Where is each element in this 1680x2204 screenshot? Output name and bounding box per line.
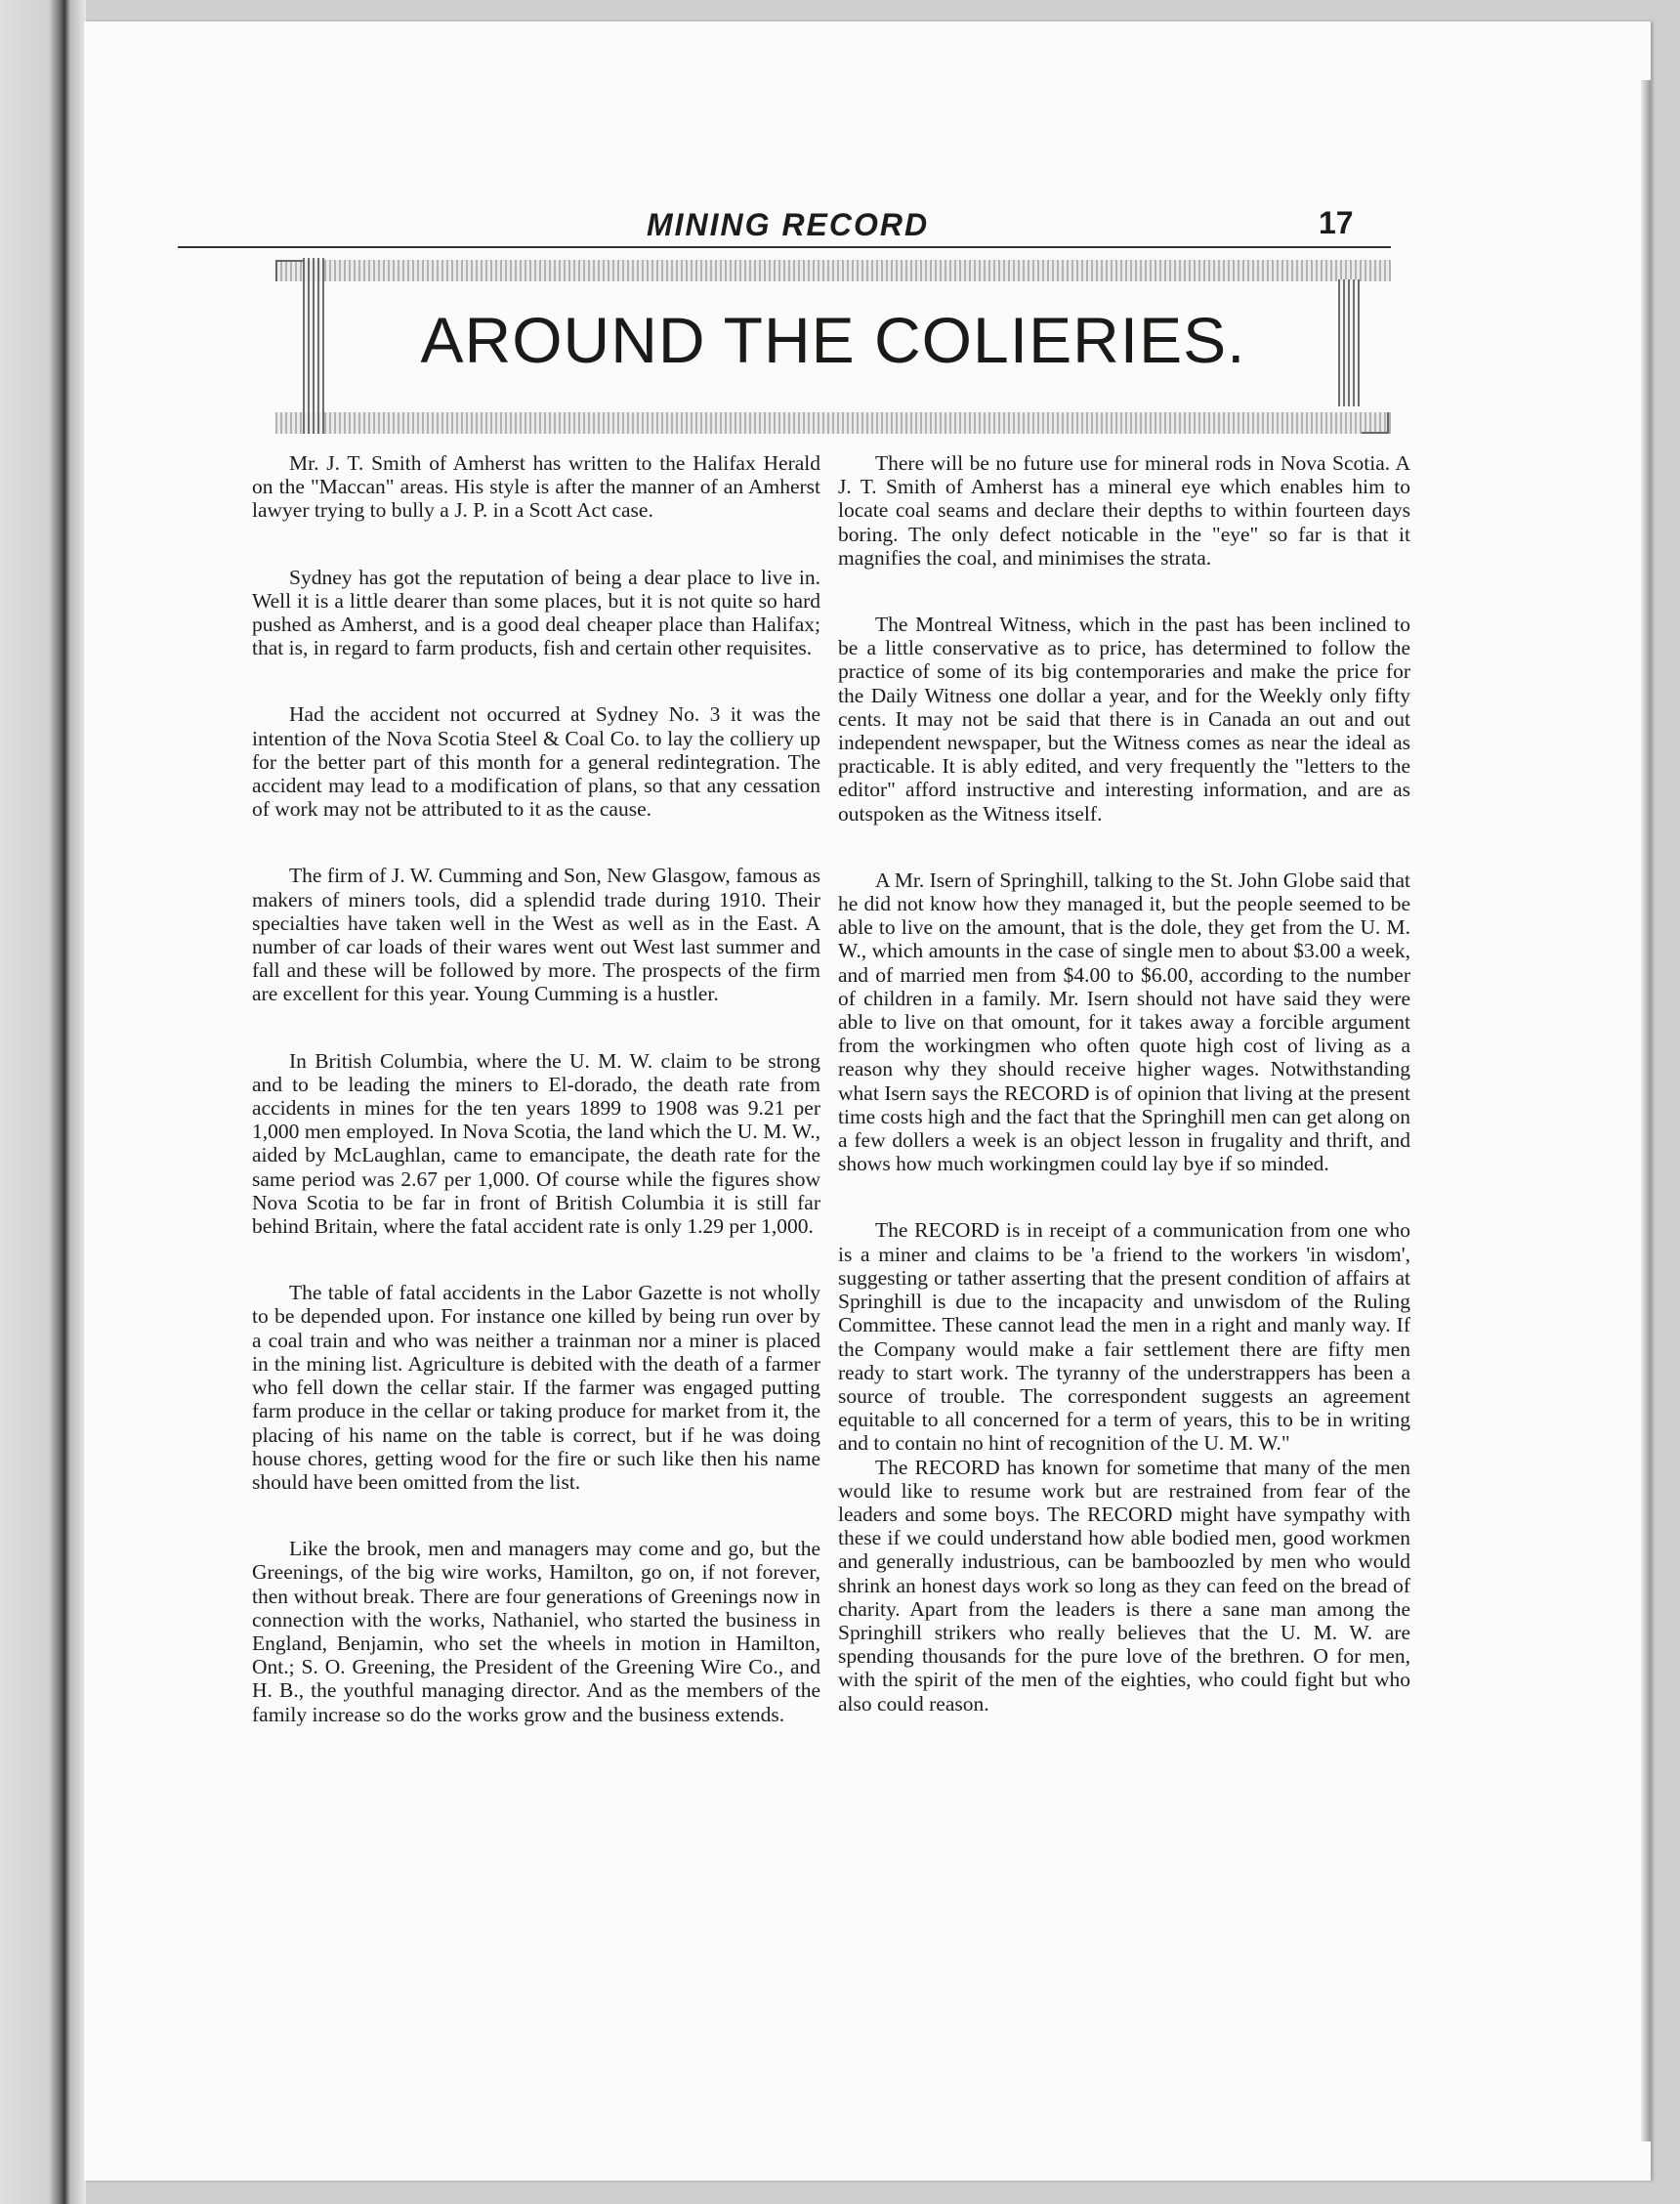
article-paragraph: Had the accident not occurred at Sydney No. 3 it was the intention of the Nova Scotia Steel & Coal Co. to lay the colliery up for the better part of this month for a general redintegration. The accident may lead to a modification of plans, so that any cessation of work may not be attributed to it as the cause. bbox=[252, 702, 820, 822]
banner-corner-ornament bbox=[275, 260, 303, 281]
article-paragraph: The Montreal Witness, which in the past has been inclined to be a little conservative as to price, has determined to follow the practice of some of its big contemporaries and make the price for the Daily Witness one dollar a year, and for the Weekly only fifty cents. It may not be said that there is in Canada an out and out independent newspaper, but the Witness comes as near the ideal as practicable. It is ably edited, and very frequently the "letters to the editor" afford instructive and interesting information, and are as outspoken as the Witness itself. bbox=[838, 613, 1410, 826]
banner-corner-ornament bbox=[1362, 412, 1389, 434]
article-paragraph: The table of fatal accidents in the Labor Gazette is not wholly to be depended upon. For instance one killed by being run over by a coal train and who was neither a trainman nor a miner is placed in the mining list. Agriculture is debited with the death of a farmer who fell down the cellar stair. If the farmer was engaged putting farm produce in the cellar or taking produce for market from it, the placing of his name on the table is correct, but if he was doing house chores, getting wood for the fire or such like then his name should have been omitted from the list. bbox=[252, 1281, 820, 1494]
right-column bbox=[838, 451, 1410, 1716]
left-column bbox=[252, 451, 820, 1726]
article-paragraph: The RECORD has known for sometime that many of the men would like to resume work but are restrained from fear of the leaders and some boys. The RECORD might have sympathy with these if we could understand how able bodied men, good workmen and generally industrious, can be bamboozled by men who would shrink an honest days work so long as they can feed on the bread of charity. Apart from the leaders is there a sane man among the Springhill strikers who really believes that the U. M. W. are spending thousands for the pure love of the brethren. O for men, with the spirit of the men of the eighties, who could fight but who also could reason. bbox=[838, 1455, 1410, 1716]
page-edge bbox=[1641, 80, 1651, 2141]
article-paragraph: There will be no future use for mineral rods in Nova Scotia. A J. T. Smith of Amherst has a mineral eye which enables him to locate coal seams and declare their depths to within fourteen days boring. The only defect noticable in the "eye" so far is that it magnifies the coal, and minimises the strata. bbox=[838, 451, 1410, 570]
banner-bottom-ornament bbox=[275, 412, 1391, 434]
running-header bbox=[178, 203, 1391, 250]
article-paragraph: The RECORD is in receipt of a communication from one who is a miner and claims to be 'a friend to the workers 'in wisdom', suggesting or tather asserting that the present condition of affairs at Springhill is due to the incapacity and unwisdom of the Ruling Committee. These cannot lead the men in a right and manly way. If the Company would make a fair settlement there are fifty men ready to start work. The tyranny of the understrappers has been a source of trouble. The correspondent suggests an agreement equitable to all concerned for a term of years, this to be in writing and to contain no hint of recognition of the U. M. W." bbox=[838, 1218, 1410, 1456]
book-binding bbox=[0, 0, 86, 2204]
journal-name: MINING RECORD bbox=[647, 207, 930, 242]
header-rule bbox=[178, 246, 1391, 248]
page-number: 17 bbox=[1319, 205, 1354, 240]
article-paragraph: In British Columbia, where the U. M. W. claim to be strong and to be leading the miners to El-dorado, the death rate from accidents in mines for the ten years 1899 to 1908 was 9.21 per 1,000 men employed. In Nova Scotia, the land which the U. M. W., aided by McLaughlan, came to emancipate, the death rate for the same period was 2.67 per 1,000. Of course while the figures show Nova Scotia to be far in front of British Columbia it is still far behind Britain, where the fatal accident rate is only 1.29 per 1,000. bbox=[252, 1048, 820, 1239]
section-title: AROUND THE COLIERIES. bbox=[420, 304, 1246, 376]
article-paragraph: Mr. J. T. Smith of Amherst has written to the Halifax Herald on the "Maccan" areas. His style is after the manner of an Amherst lawyer trying to bully a J. P. in a Scott Act case. bbox=[252, 451, 820, 523]
article-paragraph: A Mr. Isern of Springhill, talking to the St. John Globe said that he did not know how they managed it, but the people seemed to be able to live on the amount, that is the dole, they get from the U. M. W., which amounts in the case of single men to about $3.00 a week, and of married men from $4.00 to $6.00, according to the number of children in a family. Mr. Isern should not have said they were able to live on that omount, for it takes away a forcible argument from the workingmen who often quote high cost of living as a reason why they should receive higher wages. Notwithstanding what Isern says the RECORD is of opinion that living at the present time costs high and the fact that the Springhill men can get along on a few dollers a week is an object lesson in frugality and thrift, and shows how much workingmen could lay bye if so minded. bbox=[838, 868, 1410, 1176]
section-banner bbox=[275, 258, 1391, 440]
article-paragraph: Sydney has got the reputation of being a dear place to live in. Well it is a little dearer than some places, but it is not quite so hard pushed as Amherst, and is a good deal cheaper place than Halifax; that is, in regard to farm products, fish and certain other requisites. bbox=[252, 565, 820, 660]
article-paragraph: The firm of J. W. Cumming and Son, New Glasgow, famous as makers of miners tools, did a splendid trade during 1910. Their specialties have taken well in the West as well as in the East. A number of car loads of their wares went out West last summer and fall and these will be followed by more. The prospects of the firm are excellent for this year. Young Cumming is a hustler. bbox=[252, 864, 820, 1006]
article-paragraph: Like the brook, men and managers may come and go, but the Greenings, of the big wire works, Hamilton, go on, if not forever, then without break. There are four generations of Greenings now in connection with the works, Nathaniel, who started the business in England, Benjamin, who set the wheels in motion in Hamilton, Ont.; S. O. Greening, the President of the Greening Wire Co., and H. B., the youthful managing director. And as the members of the family increase so do the works grow and the business extends. bbox=[252, 1537, 820, 1726]
banner-top-ornament bbox=[275, 260, 1391, 281]
